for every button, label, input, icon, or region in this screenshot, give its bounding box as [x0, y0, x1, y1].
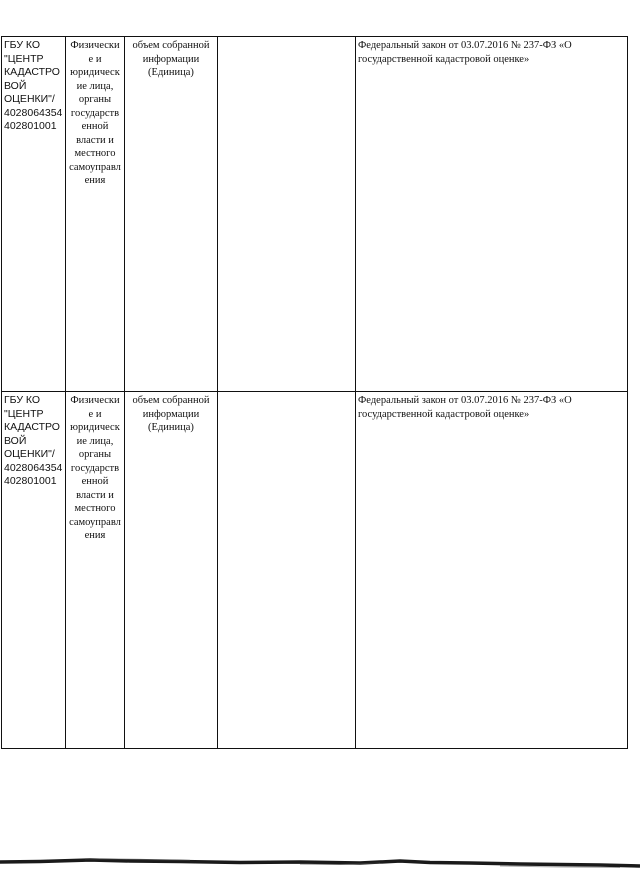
consumer-category-cell: Физически е и юридическ ие лица, органы государств енной власти и местного самоуправл ения — [66, 37, 125, 392]
legal-basis-cell: Федеральный закон от 03.07.2016 № 237-ФЗ «О государственной кадастровой оценке» — [356, 392, 628, 749]
value-cell — [218, 37, 356, 392]
indicator-cell: объем собранной информации (Единица) — [125, 37, 218, 392]
table-row — [2, 392, 628, 749]
consumer-category-cell: Физически е и юридическ ие лица, органы государств енной власти и местного самоуправл ения — [66, 392, 125, 749]
value-cell — [218, 392, 356, 749]
legal-basis-cell: Федеральный закон от 03.07.2016 № 237-ФЗ «О государственной кадастровой оценке» — [356, 37, 628, 392]
organization-cell: ГБУ КО "ЦЕНТР КАДАСТРО ВОЙ ОЦЕНКИ"/ 4028064354 402801001 — [2, 392, 66, 749]
indicator-cell: объем собранной информации (Единица) — [125, 392, 218, 749]
table-row — [2, 37, 628, 392]
scan-edge-artifact — [0, 855, 640, 869]
registry-table — [1, 36, 628, 749]
organization-cell: ГБУ КО "ЦЕНТР КАДАСТРО ВОЙ ОЦЕНКИ"/ 4028064354 402801001 — [2, 37, 66, 392]
